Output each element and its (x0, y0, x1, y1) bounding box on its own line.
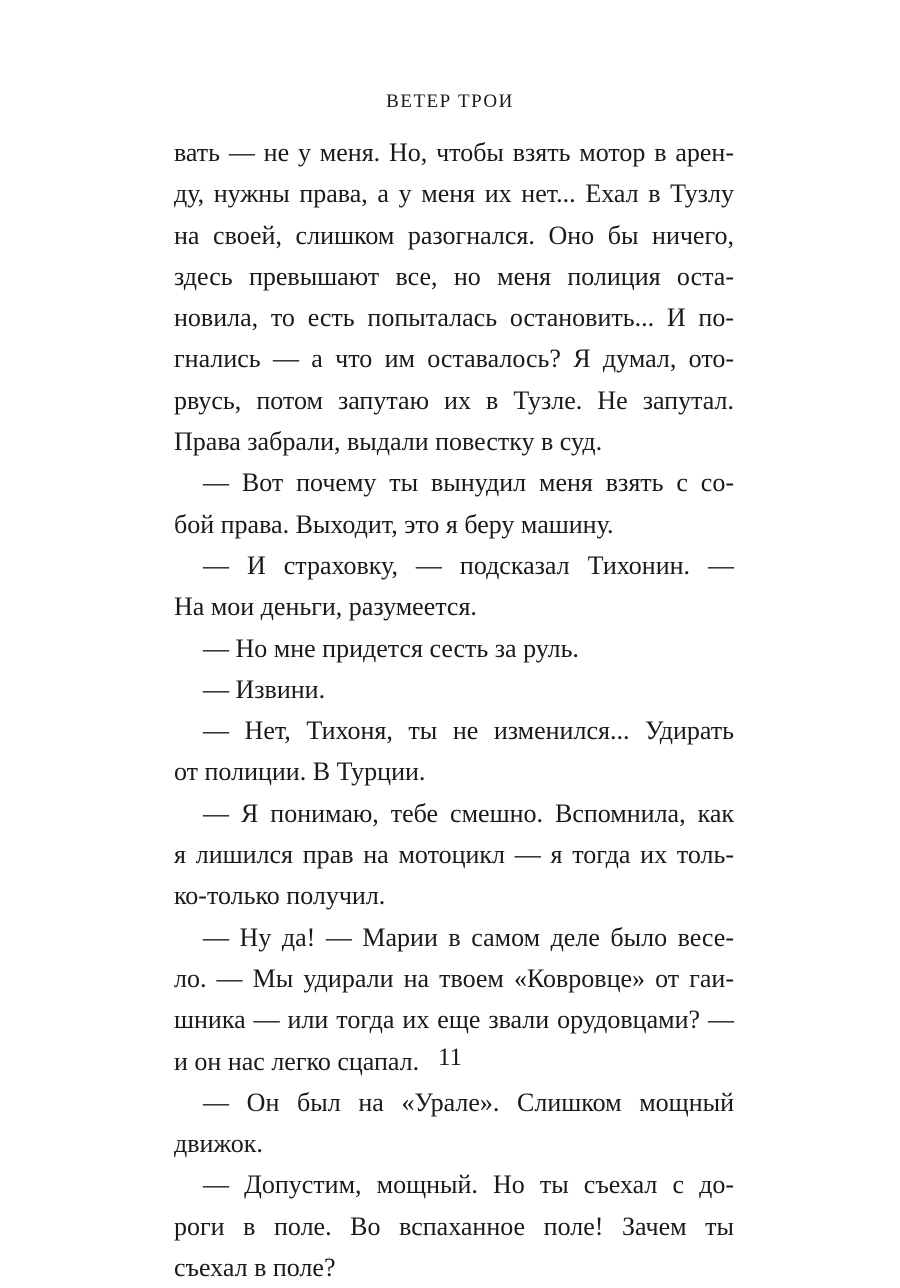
text-line: — Я понимаю, тебе смешно. Вспомнила, как (203, 798, 734, 828)
text-line: Права забрали, выдали повестку в суд. (174, 427, 603, 457)
text-line: — Вот почему ты вынудил меня взять с со- (203, 468, 734, 498)
text-line: съехал в поле? (174, 1253, 336, 1283)
page-number: 11 (437, 1044, 463, 1071)
text-line: вать — не у меня. Но, чтобы взять мотор в арен- (174, 138, 734, 167)
text-line: от полиции. В Турции. (174, 757, 426, 787)
text-line: На мои деньги, разумеется. (174, 592, 477, 622)
text-line: — Ну да! — Марии в самом деле было весе- (203, 922, 734, 952)
text-line: бой права. Выходит, это я беру машину. (174, 509, 614, 539)
text-line: рвусь, потом запутаю их в Тузле. Не запутал. (174, 385, 734, 415)
text-line: ду, нужны права, а у меня их нет... Ехал в Тузлу (174, 179, 734, 209)
text-line: ко-только получил. (174, 881, 386, 911)
text-line: здесь превышают все, но меня полиция оста- (174, 261, 734, 291)
running-head: ВЕТЕР ТРОИ (386, 91, 514, 112)
text-line: — И страховку, — подсказал Тихонин. — (203, 550, 734, 580)
text-line: новила, то есть попыталась остановить... И по- (174, 303, 734, 333)
text-line: — Он был на «Урале». Слишком мощный (203, 1087, 734, 1117)
text-line: шника — или тогда их еще звали орудовцами? — (174, 1005, 734, 1035)
text-line: — Нет, Тихоня, ты не изменился... Удирать (203, 716, 734, 746)
text-line: гнались — а что им оставалось? Я думал, ото- (174, 344, 734, 374)
text-line: — Извини. (203, 674, 326, 704)
text-line: я лишился прав на мотоцикл — я тогда их толь- (174, 840, 734, 870)
text-line: ло. — Мы удирали на твоем «Ковровце» от гаи- (174, 963, 734, 993)
text-line: — Допустим, мощный. Но ты съехал с до- (203, 1170, 734, 1200)
text-line: и он нас легко сцапал. (174, 1046, 420, 1076)
text-line: движок. (174, 1129, 263, 1159)
text-line: роги в поле. Во вспаханное поле! Зачем ты (174, 1211, 734, 1241)
body-text (174, 132, 734, 1288)
text-line: — Но мне придется сесть за руль. (203, 633, 579, 663)
text-line: на своей, слишком разогнался. Оно бы ничего, (174, 220, 734, 250)
